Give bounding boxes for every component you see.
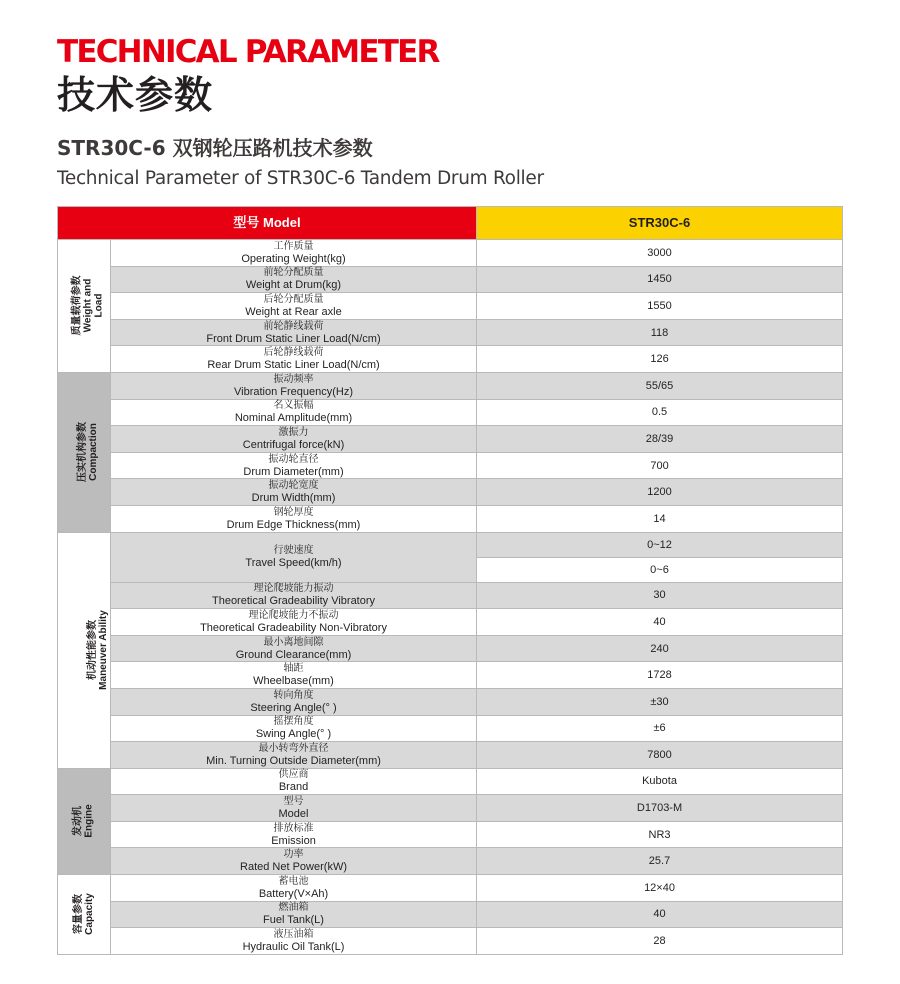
param-value: 28/39	[477, 426, 843, 453]
param-en: Model	[278, 808, 309, 821]
param-cn: 钢轮厚度	[273, 506, 314, 518]
table-row	[58, 688, 843, 715]
param-en: Drum Width(mm)	[251, 492, 336, 505]
param-name	[111, 928, 477, 955]
category-compaction	[58, 372, 111, 532]
param-en: Steering Angle(° )	[250, 701, 337, 714]
param-en: Fuel Tank(L)	[263, 914, 324, 927]
table-row	[58, 821, 843, 848]
param-en: Centrifugal force(kN)	[242, 438, 345, 451]
param-value: 7800	[477, 742, 843, 769]
table-row	[58, 240, 843, 267]
param-value: 40	[477, 609, 843, 636]
param-value: Kubota	[477, 768, 843, 795]
param-name	[111, 293, 477, 320]
param-value: 3000	[477, 240, 843, 267]
table-row	[58, 372, 843, 399]
param-name	[111, 479, 477, 506]
param-name	[111, 399, 477, 426]
param-cn: 前轮静线载荷	[263, 320, 324, 332]
param-value: 1550	[477, 293, 843, 320]
category-engine	[58, 768, 111, 874]
param-name	[111, 532, 477, 582]
param-name	[111, 715, 477, 742]
param-en: Drum Diameter(mm)	[243, 465, 344, 478]
param-cn: 振动频率	[273, 373, 314, 385]
header-model-value: STR30C-6	[477, 207, 843, 240]
param-cn: 液压油箱	[273, 929, 314, 941]
param-value: 0~12	[477, 532, 843, 557]
param-cn: 后轮静线载荷	[263, 347, 324, 359]
param-en: Brand	[278, 781, 309, 794]
param-value: 240	[477, 635, 843, 662]
category-label-cn: 压实机构参数	[77, 422, 88, 483]
category-label-en: Engine	[84, 804, 95, 839]
category-label-en: Compaction	[88, 423, 99, 482]
param-value: 1200	[477, 479, 843, 506]
param-name	[111, 346, 477, 373]
param-en: Nominal Amplitude(mm)	[234, 412, 353, 425]
param-en: Travel Speed(km/h)	[245, 557, 342, 570]
param-cn: 供应商	[278, 769, 309, 781]
param-cn: 轴距	[283, 663, 304, 675]
page-title-cn: 技术参数	[57, 73, 214, 117]
subtitle-en: Technical Parameter of STR30C-6 Tandem Drum Roller	[57, 168, 544, 189]
param-cn: 转向角度	[273, 689, 314, 701]
param-value: 118	[477, 319, 843, 346]
table-row	[58, 399, 843, 426]
param-name	[111, 505, 477, 532]
param-name	[111, 795, 477, 822]
table-row	[58, 742, 843, 769]
param-name	[111, 901, 477, 928]
param-en: Theoretical Gradeability Non-Vibratory	[200, 621, 387, 634]
category-label-cn: 质量载荷参数	[71, 275, 83, 336]
param-value: 12×40	[477, 875, 843, 902]
table-row	[58, 582, 843, 609]
param-cn: 燃油箱	[278, 902, 309, 914]
category-maneuver	[58, 532, 111, 768]
page-title-en: TECHNICAL PARAMETER	[57, 34, 439, 70]
table-row	[58, 715, 843, 742]
spec-table	[57, 206, 843, 955]
param-en: Swing Angle(° )	[255, 728, 332, 741]
category-label-cn: 容量参数	[73, 894, 84, 935]
param-en: Rated Net Power(kW)	[240, 861, 347, 874]
param-value: 30	[477, 582, 843, 609]
category-label-en: Load	[93, 294, 105, 318]
param-value: 40	[477, 901, 843, 928]
param-value: 0~6	[477, 557, 843, 582]
param-en: Emission	[271, 834, 316, 847]
param-value: ±30	[477, 688, 843, 715]
param-cn: 振动轮直径	[268, 453, 319, 465]
param-name	[111, 582, 477, 609]
param-en: Min. Turning Outside Diameter(mm)	[206, 754, 381, 767]
param-name	[111, 372, 477, 399]
table-row	[58, 479, 843, 506]
table-row	[58, 635, 843, 662]
table-row	[58, 928, 843, 955]
param-en: Wheelbase(mm)	[253, 675, 334, 688]
param-name	[111, 768, 477, 795]
category-weight-load	[58, 240, 111, 373]
param-cn: 激振力	[278, 426, 309, 438]
param-cn: 功率	[283, 849, 304, 861]
param-cn: 最小转弯外直径	[258, 742, 329, 754]
param-en: Ground Clearance(mm)	[235, 648, 352, 661]
table-row	[58, 532, 843, 557]
param-cn: 理论爬坡能力不振动	[248, 609, 339, 621]
param-cn: 型号	[283, 796, 304, 808]
param-value: 25.7	[477, 848, 843, 875]
param-name	[111, 742, 477, 769]
subtitle-cn: STR30C-6 双钢轮压路机技术参数	[57, 136, 373, 160]
param-value: 700	[477, 452, 843, 479]
param-value: 1728	[477, 662, 843, 689]
param-name	[111, 848, 477, 875]
param-name	[111, 609, 477, 636]
param-en: Rear Drum Static Liner Load(N/cm)	[207, 359, 380, 372]
param-cn: 排放标准	[273, 822, 314, 834]
table-row	[58, 795, 843, 822]
param-name	[111, 821, 477, 848]
param-en: Weight at Rear axle	[245, 305, 342, 318]
param-en: Theoretical Gradeability Vibratory	[211, 595, 376, 608]
category-label-cn: 发动机	[73, 806, 84, 837]
table-row	[58, 875, 843, 902]
param-cn: 最小离地间隙	[263, 636, 324, 648]
table-row	[58, 901, 843, 928]
param-cn: 前轮分配质量	[263, 267, 324, 279]
param-name	[111, 875, 477, 902]
param-cn: 工作质量	[273, 240, 314, 252]
category-label-en: Capacity	[84, 893, 95, 936]
param-name	[111, 635, 477, 662]
param-value: 1450	[477, 266, 843, 293]
param-value: 14	[477, 505, 843, 532]
table-row	[58, 346, 843, 373]
table-row	[58, 662, 843, 689]
param-name	[111, 266, 477, 293]
param-name	[111, 662, 477, 689]
param-en: Vibration Frequency(Hz)	[234, 385, 354, 398]
param-value: ±6	[477, 715, 843, 742]
param-en: Battery(V×Ah)	[258, 887, 329, 900]
table-row	[58, 266, 843, 293]
table-header-row	[58, 207, 843, 240]
table-row	[58, 609, 843, 636]
param-cn: 蓄电池	[278, 875, 309, 887]
param-en: Weight at Drum(kg)	[245, 279, 342, 292]
table-row	[58, 768, 843, 795]
param-value: 55/65	[477, 372, 843, 399]
header-model-cell: 型号 Model	[58, 207, 477, 240]
param-value: 0.5	[477, 399, 843, 426]
table-row	[58, 319, 843, 346]
param-value: D1703-M	[477, 795, 843, 822]
category-label-cn: 机动性能参数	[86, 620, 98, 681]
param-cn: 名义振幅	[273, 400, 314, 412]
param-value: 28	[477, 928, 843, 955]
param-name	[111, 452, 477, 479]
category-capacity	[58, 875, 111, 955]
table-row	[58, 426, 843, 453]
param-name	[111, 426, 477, 453]
table-row	[58, 848, 843, 875]
category-label-en: Maneuver Ability	[97, 610, 109, 690]
param-value: 126	[477, 346, 843, 373]
param-value: NR3	[477, 821, 843, 848]
param-cn: 后轮分配质量	[263, 293, 324, 305]
param-name	[111, 688, 477, 715]
param-name	[111, 240, 477, 267]
param-cn: 理论爬坡能力振动	[253, 583, 334, 595]
table-row	[58, 293, 843, 320]
param-en: Hydraulic Oil Tank(L)	[242, 941, 345, 954]
param-cn: 振动轮宽度	[268, 480, 319, 492]
param-name	[111, 319, 477, 346]
category-label-en: Weight and	[82, 279, 94, 333]
table-row	[58, 452, 843, 479]
param-en: Drum Edge Thickness(mm)	[226, 518, 361, 531]
table-row	[58, 505, 843, 532]
param-en: Operating Weight(kg)	[241, 252, 346, 265]
param-cn: 摇摆角度	[273, 716, 314, 728]
param-en: Front Drum Static Liner Load(N/cm)	[206, 332, 381, 345]
param-cn: 行驶速度	[273, 545, 314, 557]
